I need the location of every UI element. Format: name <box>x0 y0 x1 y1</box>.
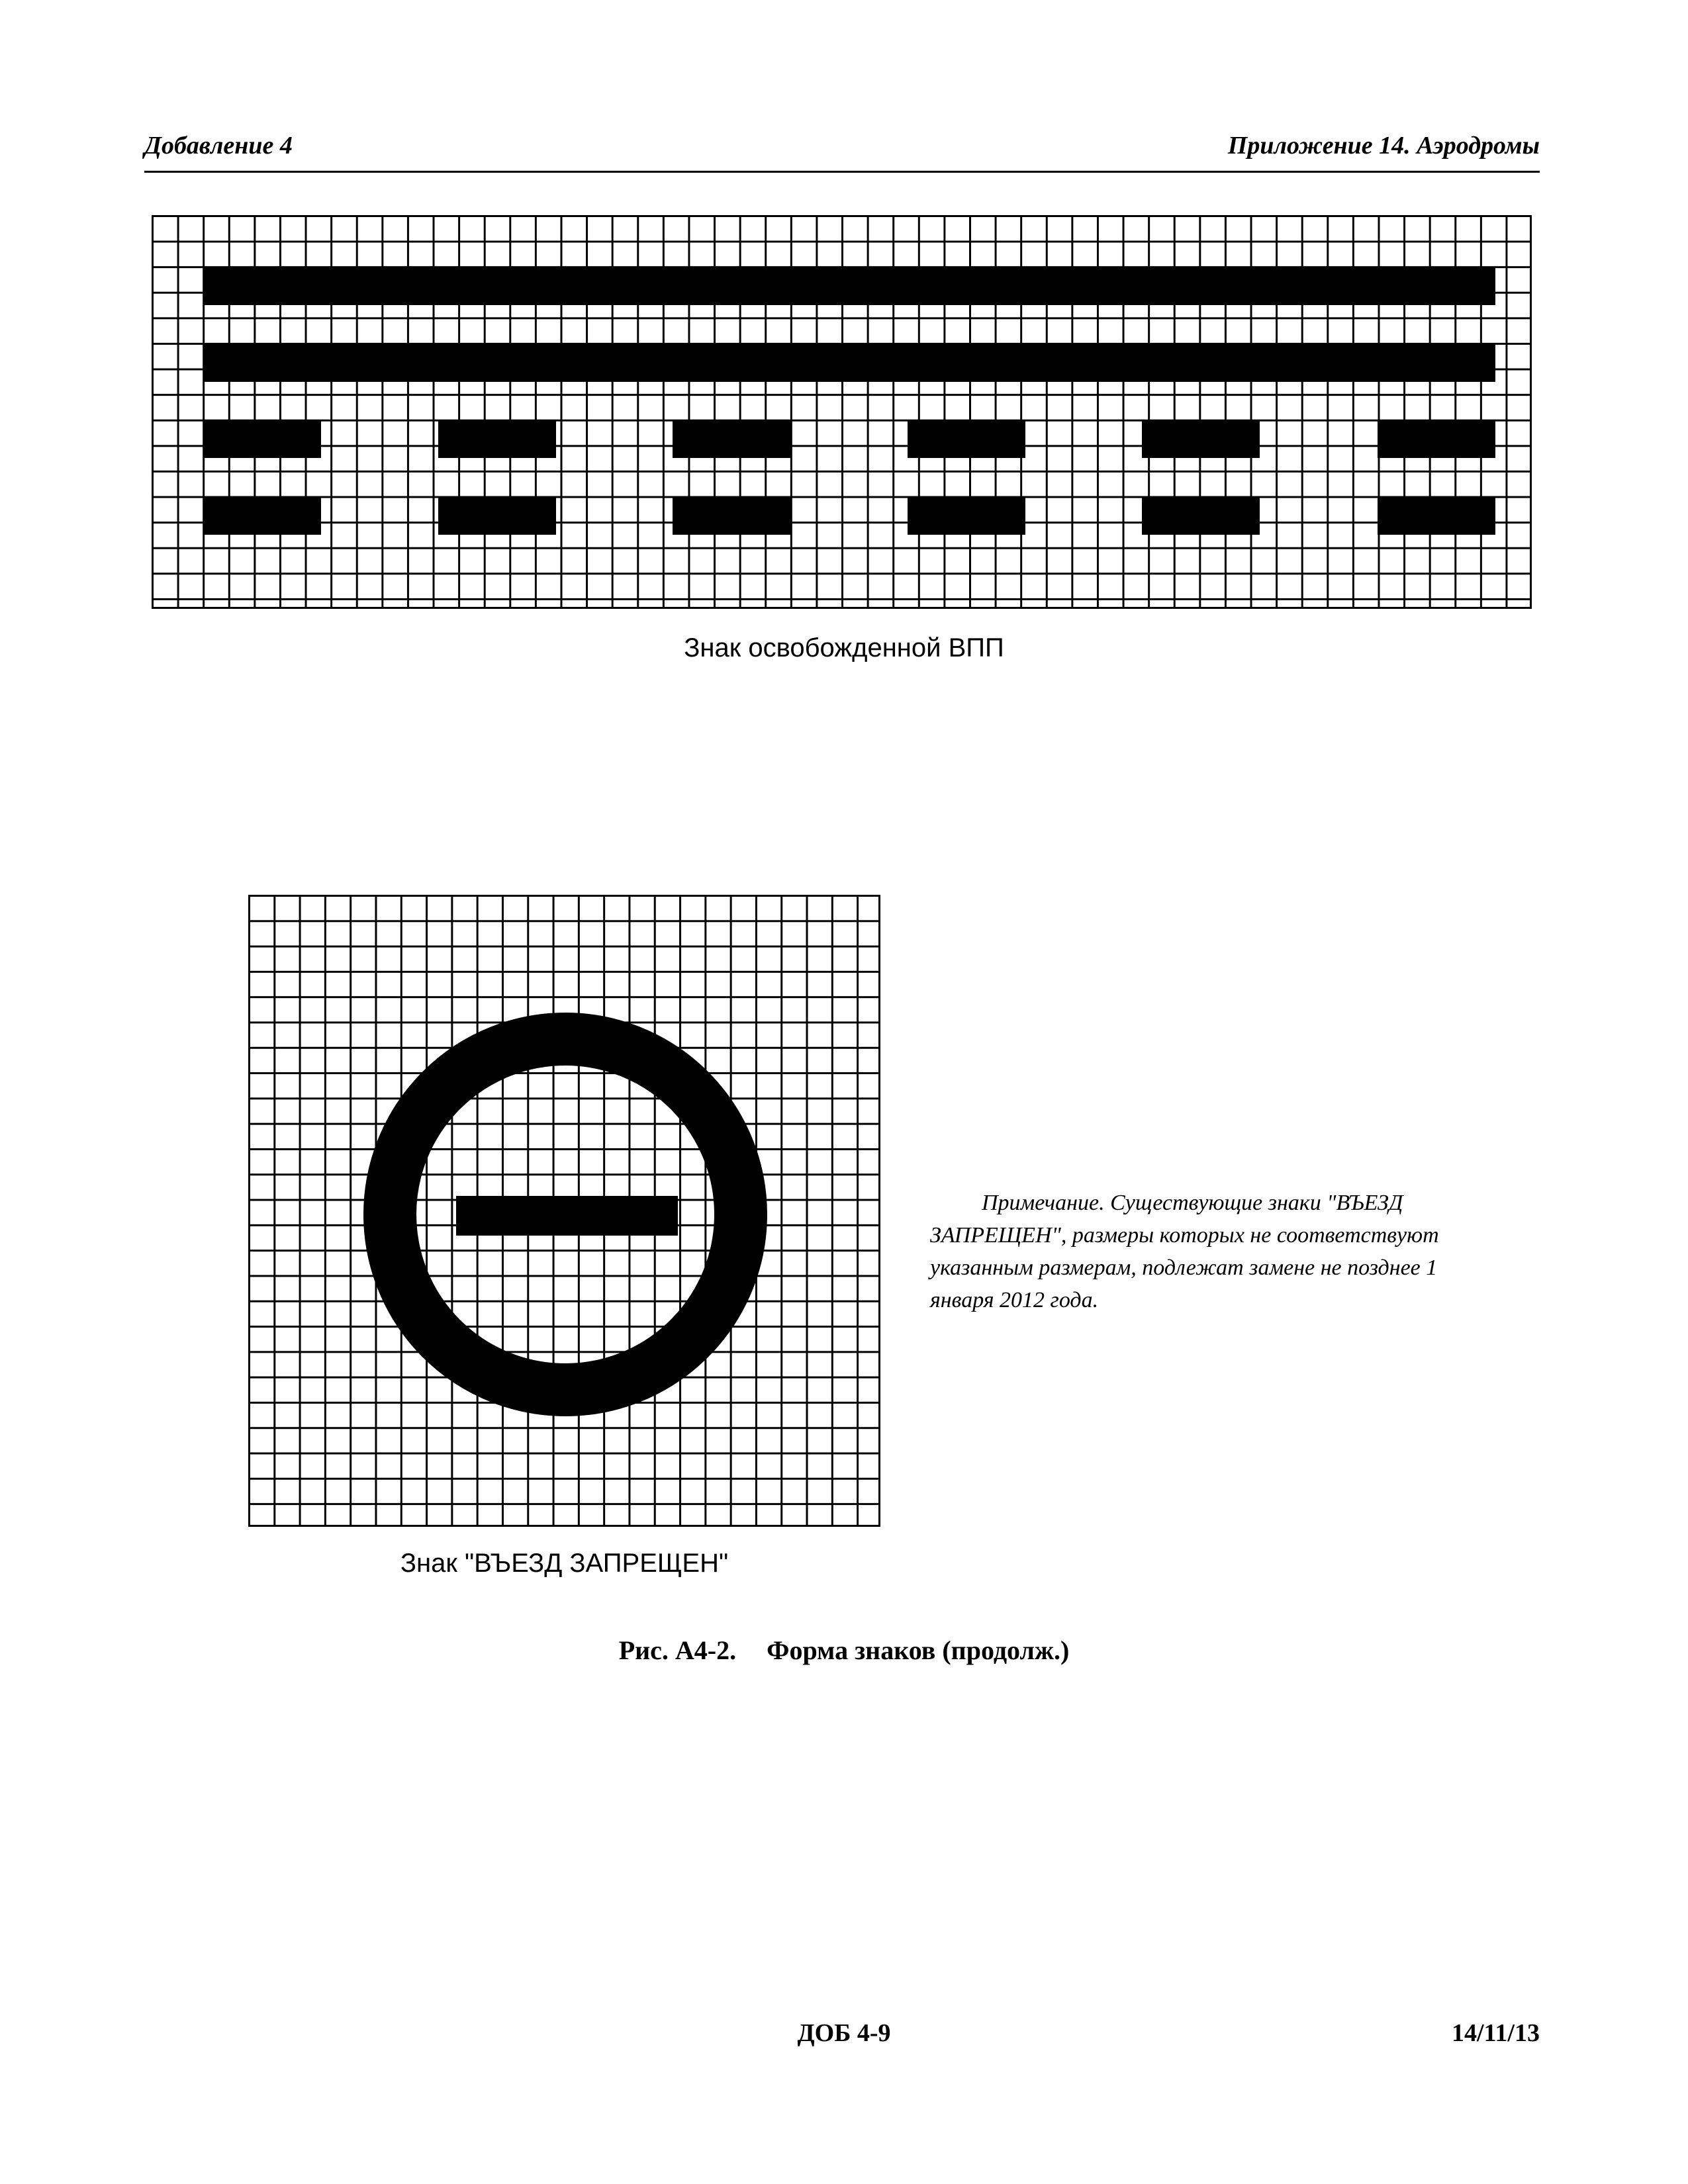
figure-title: Форма знаков (продолж.) <box>767 1635 1070 1665</box>
header-right: Приложение 14. Аэродромы <box>1227 132 1540 159</box>
solid-stripe-2 <box>203 343 1495 382</box>
dash-row2-2 <box>438 496 556 535</box>
dash-row1-1 <box>203 420 321 458</box>
footer-page-number: ДОБ 4-9 <box>797 2019 891 2047</box>
dash-row2-5 <box>1142 496 1260 535</box>
dash-row1-6 <box>1378 420 1495 458</box>
figure-caption <box>0 1635 1688 1666</box>
footer-date: 14/11/13 <box>1451 2019 1540 2047</box>
solid-stripe-1 <box>203 267 1495 305</box>
header-left: Добавление 4 <box>144 132 293 159</box>
dash-row1-2 <box>438 420 556 458</box>
note-text: Примечание. Существующие знаки "ВЪЕЗД ЗАПРЕЩЕН", размеры которых не соответствуют указанным размерам, подлежат замене не позднее 1 января 2012 года. <box>930 1191 1439 1312</box>
dash-row2-4 <box>908 496 1025 535</box>
header-rule <box>144 171 1540 173</box>
no-entry-bar <box>456 1196 678 1236</box>
note-paragraph <box>930 1187 1450 1316</box>
figure-number: Рис. А4-2. <box>618 1635 737 1665</box>
dash-row1-3 <box>673 420 790 458</box>
no-entry-sign-label: Знак "ВЪЕЗД ЗАПРЕЩЕН" <box>400 1549 729 1578</box>
dash-row2-3 <box>673 496 790 535</box>
dash-row2-1 <box>203 496 321 535</box>
dash-row1-4 <box>908 420 1025 458</box>
dash-row2-6 <box>1378 496 1495 535</box>
dash-row1-5 <box>1142 420 1260 458</box>
runway-vacated-sign-label: Знак освобожденной ВПП <box>684 633 1004 662</box>
